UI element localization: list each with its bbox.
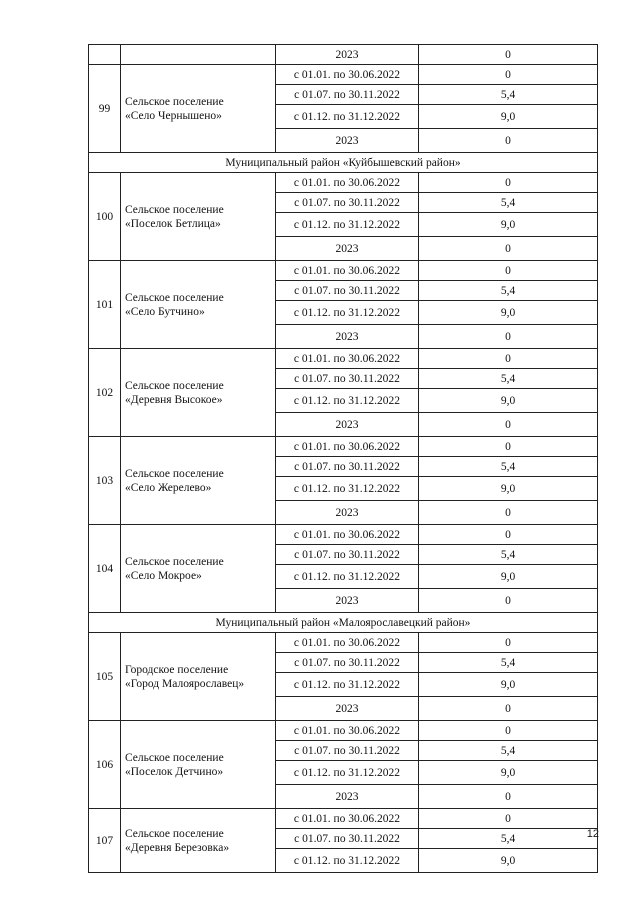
period-cell: с 01.12. по 31.12.2022 <box>276 389 419 413</box>
period-cell: с 01.01. по 30.06.2022 <box>276 173 419 193</box>
period-cell: с 01.12. по 31.12.2022 <box>276 565 419 589</box>
period-cell: с 01.07. по 30.11.2022 <box>276 369 419 389</box>
value-cell: 0 <box>419 589 598 613</box>
value-cell: 0 <box>419 525 598 545</box>
value-cell: 5,4 <box>419 193 598 213</box>
table-row <box>89 809 598 829</box>
value-cell: 9,0 <box>419 301 598 325</box>
period-cell: с 01.12. по 31.12.2022 <box>276 213 419 237</box>
settlement-name: «Город Малоярославец» <box>125 677 245 690</box>
value-cell: 5,4 <box>419 741 598 761</box>
period-cell: 2023 <box>276 785 419 809</box>
value-cell: 0 <box>419 261 598 281</box>
settlement-cell <box>121 525 276 613</box>
settlement-type: Сельское поселение <box>125 291 224 304</box>
period-cell: 2023 <box>276 413 419 437</box>
row-number-cell <box>89 45 121 65</box>
period-cell: с 01.12. по 31.12.2022 <box>276 761 419 785</box>
value-cell: 5,4 <box>419 829 598 849</box>
value-cell: 0 <box>419 349 598 369</box>
value-cell: 9,0 <box>419 213 598 237</box>
settlement-name: «Деревня Березовка» <box>125 841 230 854</box>
row-number-cell: 104 <box>89 525 121 613</box>
period-cell: с 01.07. по 30.11.2022 <box>276 281 419 301</box>
period-cell: с 01.01. по 30.06.2022 <box>276 809 419 829</box>
settlement-type: Сельское поселение <box>125 751 224 764</box>
row-number-cell: 100 <box>89 173 121 261</box>
table-row <box>89 261 598 281</box>
table-row <box>89 721 598 741</box>
value-cell: 0 <box>419 633 598 653</box>
row-number-cell: 99 <box>89 65 121 153</box>
value-cell: 5,4 <box>419 457 598 477</box>
value-cell: 5,4 <box>419 653 598 673</box>
settlement-cell <box>121 809 276 873</box>
value-cell: 0 <box>419 65 598 85</box>
value-cell: 5,4 <box>419 85 598 105</box>
period-cell: с 01.01. по 30.06.2022 <box>276 437 419 457</box>
period-cell: с 01.01. по 30.06.2022 <box>276 633 419 653</box>
tariff-table <box>88 44 598 873</box>
period-cell: 2023 <box>276 697 419 721</box>
value-cell: 0 <box>419 721 598 741</box>
period-cell: с 01.01. по 30.06.2022 <box>276 65 419 85</box>
settlement-type: Сельское поселение <box>125 467 224 480</box>
value-cell: 0 <box>419 173 598 193</box>
period-cell: с 01.07. по 30.11.2022 <box>276 545 419 565</box>
settlement-name: «Поселок Детчино» <box>125 765 224 778</box>
value-cell: 5,4 <box>419 281 598 301</box>
table-row <box>89 45 598 65</box>
page-number: 12 <box>586 828 599 840</box>
settlement-cell <box>121 45 276 65</box>
value-cell: 9,0 <box>419 477 598 501</box>
period-cell: 2023 <box>276 237 419 261</box>
value-cell: 0 <box>419 697 598 721</box>
table-row <box>89 633 598 653</box>
settlement-name: «Деревня Высокое» <box>125 393 223 406</box>
row-number-cell: 103 <box>89 437 121 525</box>
value-cell: 5,4 <box>419 545 598 565</box>
value-cell: 9,0 <box>419 565 598 589</box>
row-number-cell: 106 <box>89 721 121 809</box>
period-cell: с 01.01. по 30.06.2022 <box>276 261 419 281</box>
value-cell: 9,0 <box>419 849 598 873</box>
table-row <box>89 65 598 85</box>
period-cell: с 01.07. по 30.11.2022 <box>276 85 419 105</box>
value-cell: 0 <box>419 325 598 349</box>
table-body <box>89 45 598 873</box>
period-cell: 2023 <box>276 501 419 525</box>
value-cell: 5,4 <box>419 369 598 389</box>
settlement-cell <box>121 261 276 349</box>
period-cell: с 01.01. по 30.06.2022 <box>276 525 419 545</box>
value-cell: 0 <box>419 437 598 457</box>
row-number-cell: 107 <box>89 809 121 873</box>
settlement-name: «Село Жерелево» <box>125 481 212 494</box>
period-cell: с 01.01. по 30.06.2022 <box>276 349 419 369</box>
value-cell: 9,0 <box>419 389 598 413</box>
settlement-name: «Село Мокрое» <box>125 569 202 582</box>
value-cell: 0 <box>419 809 598 829</box>
value-cell: 0 <box>419 129 598 153</box>
table-row <box>89 525 598 545</box>
value-cell: 0 <box>419 237 598 261</box>
period-cell: с 01.12. по 31.12.2022 <box>276 849 419 873</box>
period-cell: с 01.07. по 30.11.2022 <box>276 653 419 673</box>
value-cell: 0 <box>419 413 598 437</box>
settlement-cell <box>121 349 276 437</box>
settlement-name: «Село Чернышено» <box>125 109 222 122</box>
value-cell: 9,0 <box>419 673 598 697</box>
period-cell: с 01.12. по 31.12.2022 <box>276 105 419 129</box>
value-cell: 0 <box>419 45 598 65</box>
period-cell: 2023 <box>276 589 419 613</box>
district-title: Муниципальный район «Малоярославецкий район» <box>89 613 598 633</box>
table-row <box>89 173 598 193</box>
period-cell: 2023 <box>276 325 419 349</box>
period-cell: с 01.07. по 30.11.2022 <box>276 457 419 477</box>
row-number-cell: 102 <box>89 349 121 437</box>
settlement-cell <box>121 173 276 261</box>
settlement-cell <box>121 633 276 721</box>
settlement-type: Сельское поселение <box>125 379 224 392</box>
district-title: Муниципальный район «Куйбышевский район» <box>89 153 598 173</box>
period-cell: с 01.12. по 31.12.2022 <box>276 673 419 697</box>
settlement-type: Сельское поселение <box>125 555 224 568</box>
period-cell: с 01.12. по 31.12.2022 <box>276 301 419 325</box>
district-row <box>89 613 598 633</box>
row-number-cell: 101 <box>89 261 121 349</box>
period-cell: с 01.07. по 30.11.2022 <box>276 193 419 213</box>
period-cell: с 01.01. по 30.06.2022 <box>276 721 419 741</box>
value-cell: 9,0 <box>419 105 598 129</box>
settlement-type: Городское поселение <box>125 663 229 676</box>
row-number-cell: 105 <box>89 633 121 721</box>
settlement-type: Сельское поселение <box>125 95 224 108</box>
settlement-type: Сельское поселение <box>125 203 224 216</box>
settlement-cell <box>121 721 276 809</box>
period-cell: 2023 <box>276 45 419 65</box>
district-row <box>89 153 598 173</box>
value-cell: 0 <box>419 501 598 525</box>
table-row <box>89 437 598 457</box>
period-cell: с 01.07. по 30.11.2022 <box>276 829 419 849</box>
period-cell: с 01.07. по 30.11.2022 <box>276 741 419 761</box>
period-cell: 2023 <box>276 129 419 153</box>
settlement-name: «Поселок Бетлица» <box>125 217 221 230</box>
settlement-cell <box>121 65 276 153</box>
settlement-type: Сельское поселение <box>125 827 224 840</box>
period-cell: с 01.12. по 31.12.2022 <box>276 477 419 501</box>
table-row <box>89 349 598 369</box>
settlement-cell <box>121 437 276 525</box>
value-cell: 0 <box>419 785 598 809</box>
value-cell: 9,0 <box>419 761 598 785</box>
settlement-name: «Село Бутчино» <box>125 305 205 318</box>
